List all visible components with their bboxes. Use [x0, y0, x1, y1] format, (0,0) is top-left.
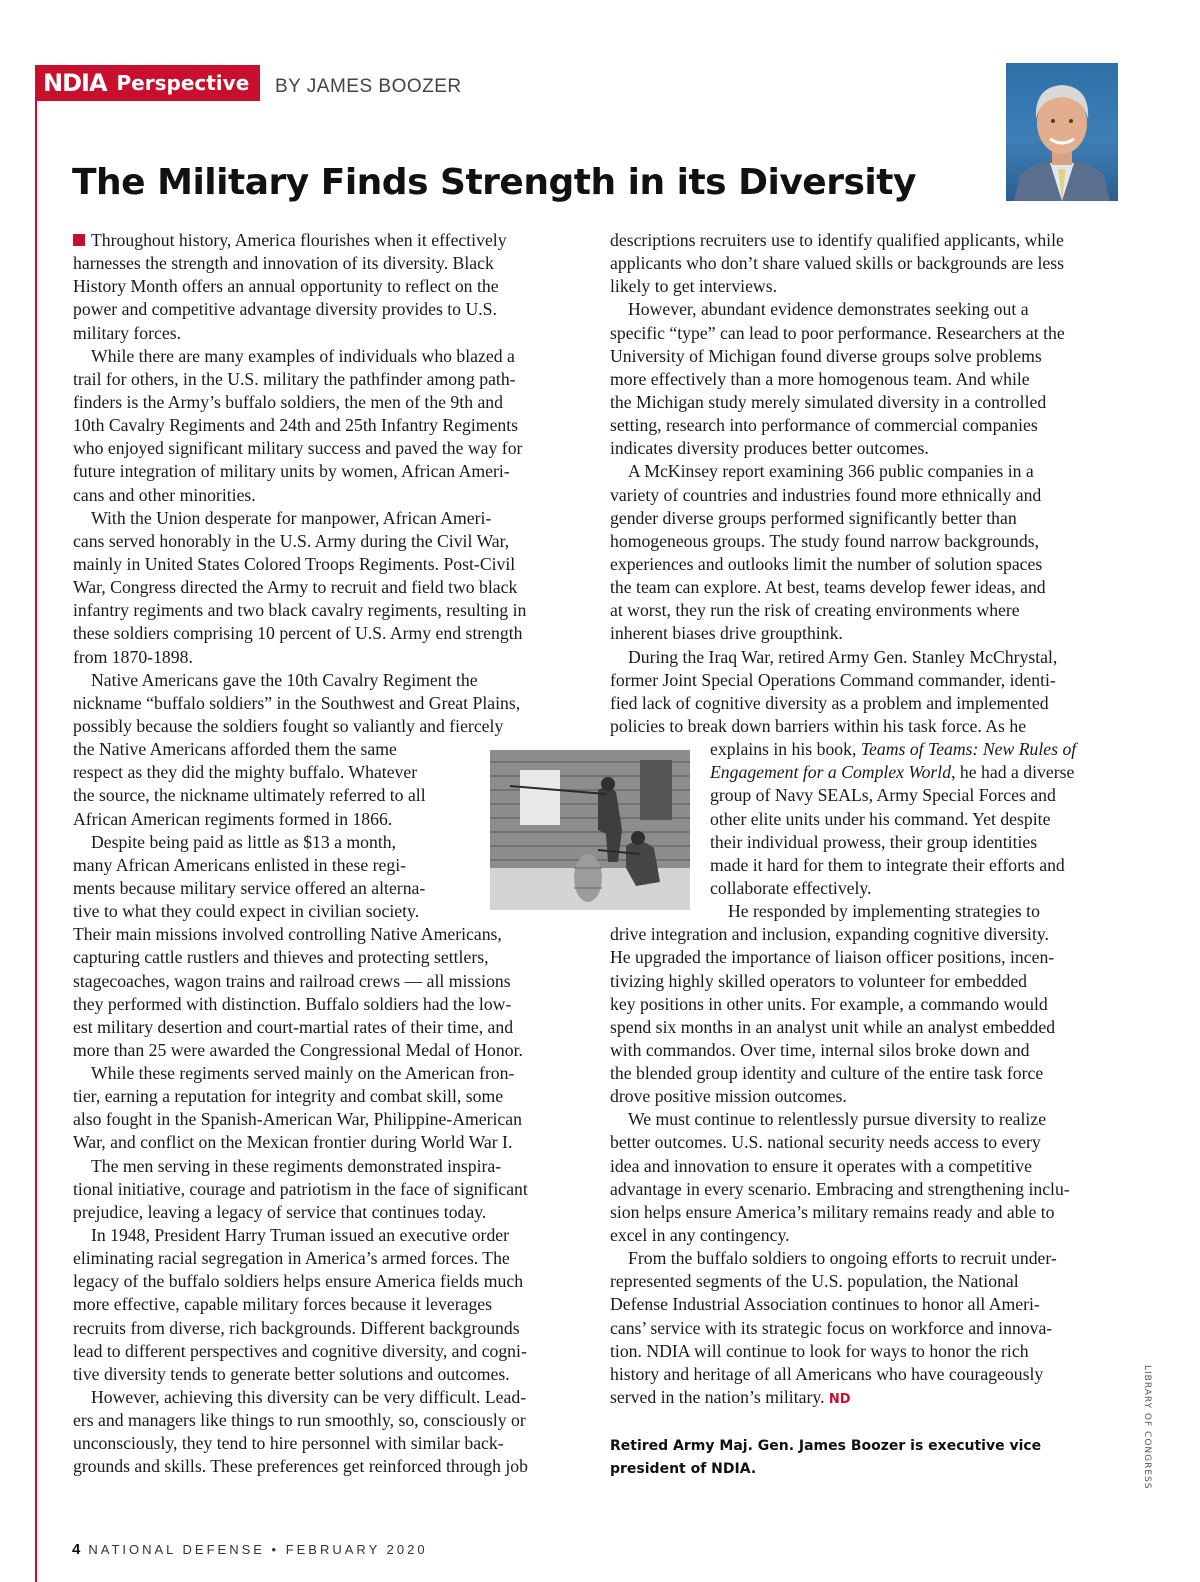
text-line: inherent biases drive groupthink. [610, 623, 843, 644]
text-line: descriptions recruiters use to identify qualified applicants, while [610, 230, 1064, 250]
text-line: more effective, capable military forces because it leverages [73, 1294, 493, 1315]
text-line: former Joint Special Operations Command commander, identi- [610, 669, 1056, 690]
page-frame-rule [35, 100, 37, 1582]
text-line: other elite units under his command. Yet despite [710, 808, 1051, 829]
text-line: Throughout history, America flourishes when it effectively [73, 229, 583, 252]
text-line: During the Iraq War, retired Army Gen. Stanley McChrystal, [628, 646, 1058, 667]
text-line: excel in any contingency. [610, 1225, 790, 1246]
text-line: spend six months in an analyst unit while an analyst embedded [610, 1016, 1056, 1037]
author-headshot [1006, 63, 1118, 201]
text-line: applicants who don’t share valued skills or backgrounds are less [610, 253, 1065, 274]
text-line: possibly because the soldiers fought so valiantly and fiercely [73, 715, 504, 736]
text-line: He responded by implementing strategies to [728, 901, 1040, 922]
text-line: idea and innovation to ensure it operates with a competitive [610, 1155, 1032, 1176]
text-line: Defense Industrial Association continues to honor all Ameri- [610, 1294, 1040, 1315]
text-line: at worst, they run the risk of creating environments where [610, 600, 1020, 621]
byline: BY JAMES BOOZER [275, 76, 462, 97]
text-line: future integration of military units by women, African Ameri- [73, 461, 510, 482]
page-footer [72, 1541, 428, 1558]
text-line: with commandos. Over time, internal silos broke down and [610, 1039, 1030, 1060]
text-line: est military desertion and court-martial rates of their time, and [73, 1016, 514, 1037]
text-line: cans’ service with its strategic focus on workforce and innova- [610, 1317, 1053, 1338]
text-line: sion helps ensure America’s military remains ready and able to [610, 1201, 1055, 1222]
text-line: finders is the Army’s buffalo soldiers, the men of the 9th and [73, 391, 503, 412]
text-line: University of Michigan found diverse groups solve problems [610, 345, 1042, 366]
publication-issue: NATIONAL DEFENSE • FEBRUARY 2020 [88, 1542, 428, 1557]
section-label: Perspective [116, 71, 250, 95]
text-line: recruits from diverse, rich backgrounds. Different backgrounds [73, 1317, 520, 1338]
text-line: Despite being paid as little as $13 a month, [91, 831, 397, 852]
text-line: tion. NDIA will continue to look for ways to honor the rich [610, 1340, 1029, 1361]
text-line: indicates diversity produces better outcomes. [610, 438, 929, 459]
text-line: made it hard for them to integrate their efforts and [710, 854, 1065, 875]
text-line: their individual prowess, their group identities [710, 831, 1038, 852]
text-line: History Month offers an annual opportunity to reflect on the [73, 276, 499, 297]
text-line: Their main missions involved controlling Native Americans, [73, 924, 502, 945]
text-line: cans served honorably in the U.S. Army during the Civil War, [73, 530, 510, 551]
text-line: from 1870-1898. [73, 646, 193, 667]
text-line: gender diverse groups performed significantly better than [610, 507, 1017, 528]
text-line: specific “type” can lead to poor performance. Researchers at the [610, 322, 1065, 343]
text-line: tier, earning a reputation for integrity and combat skill, some [73, 1086, 504, 1107]
text-line: more than 25 were awarded the Congressional Medal of Honor. [73, 1039, 523, 1060]
book-title-continued: Engagement for a Complex World [710, 762, 952, 783]
lead-square-icon [73, 234, 85, 246]
text-line: mainly in United States Colored Troops Regiments. Post-Civil [73, 553, 516, 574]
text-line: lead to different perspectives and cognitive diversity, and cogni- [73, 1340, 527, 1361]
text-line: served in the nation’s military. ND [610, 1387, 851, 1408]
text-line: Native Americans gave the 10th Cavalry Regiment the [91, 669, 478, 690]
text-line: key positions in other units. For example, a commando would [610, 993, 1048, 1014]
text-line: these soldiers comprising 10 percent of U.S. Army end strength [73, 623, 523, 644]
text-line: With the Union desperate for manpower, African Ameri- [91, 507, 492, 528]
text-line: the Michigan study merely simulated diversity in a controlled [610, 391, 1047, 412]
text-line: tive to what they could expect in civilian society. [73, 901, 420, 922]
text-line: tional initiative, courage and patriotism in the face of significant [73, 1178, 528, 1199]
text-line: infantry regiments and two black cavalry regiments, resulting in [73, 600, 527, 621]
text-line: the Native Americans afforded them the same [73, 739, 397, 760]
text-line: In 1948, President Harry Truman issued an executive order [91, 1225, 510, 1246]
text-line: grounds and skills. These preferences get reinforced through job [73, 1456, 528, 1477]
text-line: drive integration and inclusion, expanding cognitive diversity. [610, 924, 1049, 945]
section-masthead [35, 65, 260, 101]
text-line: The men serving in these regiments demonstrated inspira- [91, 1155, 502, 1176]
text-line: the blended group identity and culture of the entire task force [610, 1063, 1044, 1084]
text-line: explains in his book, Teams of Teams: New Rules of [710, 739, 1077, 760]
text-line: However, abundant evidence demonstrates seeking out a [628, 299, 1029, 320]
text-line: unconsciously, they tend to hire personnel with similar back- [73, 1433, 504, 1454]
text-line: the source, the nickname ultimately referred to all [73, 785, 426, 806]
text-line: We must continue to relentlessly pursue diversity to realize [628, 1109, 1047, 1130]
text-line: ers and managers like things to run smoothly, so, consciously or [73, 1410, 526, 1431]
text-line: likely to get interviews. [610, 276, 778, 297]
text-line: fied lack of cognitive diversity as a problem and implemented [610, 692, 1049, 713]
end-mark: ND [828, 1392, 851, 1408]
text-line: However, achieving this diversity can be very difficult. Lead- [91, 1387, 527, 1408]
text-line: military forces. [73, 322, 182, 343]
author-portrait-illustration [1006, 63, 1118, 201]
text-line: history and heritage of all Americans who have courageously [610, 1363, 1044, 1384]
text-line: cans and other minorities. [73, 484, 256, 505]
page-number: 4 [72, 1541, 81, 1558]
text-line: homogeneous groups. The study found narrow backgrounds, [610, 530, 1040, 551]
text-line: harnesses the strength and innovation of its diversity. Black [73, 253, 494, 274]
text-line: power and competitive advantage diversity provides to U.S. [73, 299, 497, 320]
article-headline: The Military Finds Strength in its Diversity [72, 162, 916, 203]
text-line: nickname “buffalo soldiers” in the Southwest and Great Plains, [73, 692, 521, 713]
text-line: who enjoyed significant military success and paved the way for [73, 438, 523, 459]
text-line: group of Navy SEALs, Army Special Forces and [710, 785, 1056, 806]
text-line: War, Congress directed the Army to recruit and field two black [73, 577, 518, 598]
text-line: drove positive mission outcomes. [610, 1086, 847, 1107]
text-line: many African Americans enlisted in these regi- [73, 854, 407, 875]
text-line: represented segments of the U.S. population, the National [610, 1271, 1019, 1292]
text-line: 10th Cavalry Regiments and 24th and 25th Infantry Regiments [73, 415, 519, 436]
text-line: War, and conflict on the Mexican frontier during World War I. [73, 1132, 513, 1153]
text-line: advantage in every scenario. Embracing and strengthening inclu- [610, 1178, 1070, 1199]
text-line: From the buffalo soldiers to ongoing efforts to recruit under- [628, 1248, 1057, 1269]
photo-credit: LIBRARY OF CONGRESS [1142, 1365, 1152, 1490]
text-line: tivizing highly skilled operators to volunteer for embedded [610, 970, 1028, 991]
text-line: stagecoaches, wagon trains and railroad crews — all missions [73, 970, 511, 991]
text-line: respect as they did the mighty buffalo. Whatever [73, 762, 418, 783]
text-line: the team can explore. At best, teams develop fewer ideas, and [610, 577, 1046, 598]
text-line: experiences and outlooks limit the number of solution spaces [610, 553, 1043, 574]
text-line: While these regiments served mainly on the American fron- [91, 1063, 515, 1084]
text-line: tive diversity tends to generate better solutions and outcomes. [73, 1363, 510, 1384]
text-line: African American regiments formed in 1866. [73, 808, 393, 829]
text-line: While there are many examples of individuals who blazed a [91, 345, 515, 366]
text-line: prejudice, leaving a legacy of service that continues today. [73, 1201, 487, 1222]
article-column-2 [610, 229, 1120, 1409]
text-line: variety of countries and industries found more ethnically and [610, 484, 1042, 505]
text-line: better outcomes. U.S. national security needs access to every [610, 1132, 1041, 1153]
text-line: capturing cattle rustlers and thieves and protecting settlers, [73, 947, 489, 968]
text-line: setting, research into performance of commercial companies [610, 415, 1038, 436]
text-line: Engagement for a Complex World, he had a diverse [710, 762, 1075, 783]
text-line: collaborate effectively. [710, 877, 872, 898]
text-line: they performed with distinction. Buffalo soldiers had the low- [73, 993, 512, 1014]
text-line: also fought in the Spanish-American War, Philippine-American [73, 1109, 522, 1130]
text-line: legacy of the buffalo soldiers helps ensure America fields much [73, 1271, 524, 1292]
text-line: more effectively than a more homogenous team. And while [610, 368, 1030, 389]
ndia-logo: NDIA [43, 69, 107, 97]
text-line: policies to break down barriers within his task force. As he [610, 715, 1027, 736]
book-title: Teams of Teams: New Rules of [860, 739, 1077, 760]
text-line: A McKinsey report examining 366 public companies in a [628, 461, 1034, 482]
text-line: trail for others, in the U.S. military the pathfinder among path- [73, 368, 516, 389]
text-line: ments because military service offered an alterna- [73, 877, 426, 898]
text-line: He upgraded the importance of liaison officer positions, incen- [610, 947, 1055, 968]
text-line: eliminating racial segregation in America’s armed forces. The [73, 1248, 510, 1269]
author-bio: Retired Army Maj. Gen. James Boozer is executive vice president of NDIA. [610, 1438, 1042, 1477]
